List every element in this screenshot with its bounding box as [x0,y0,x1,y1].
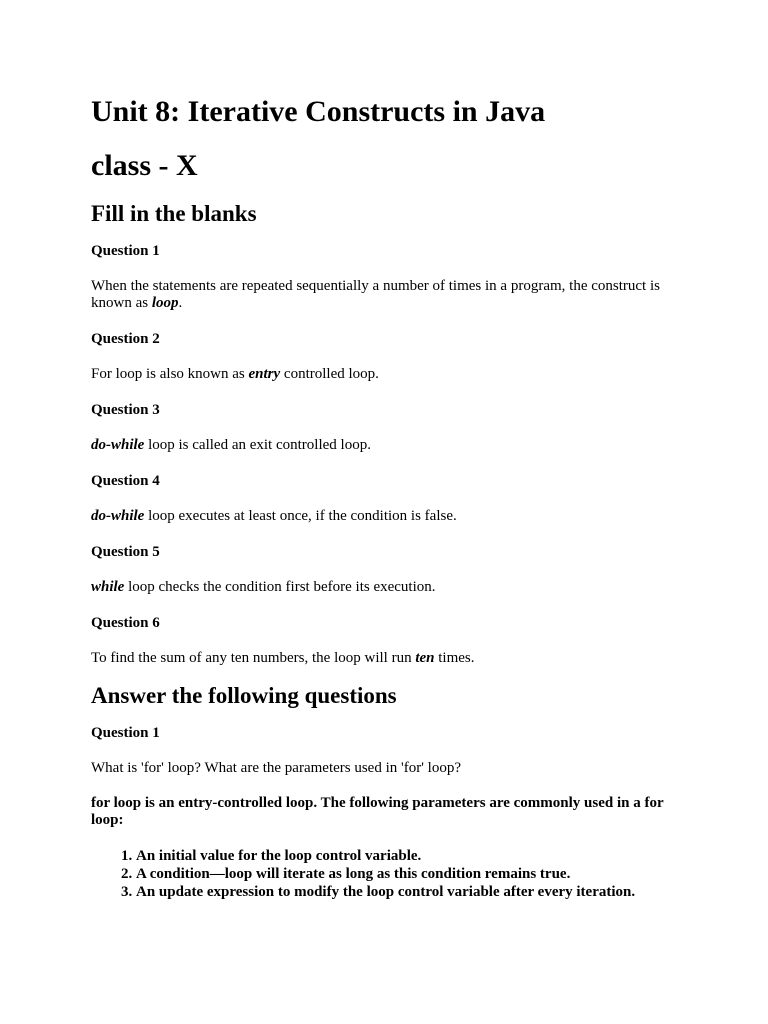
question-text-after: times. [434,650,475,666]
question-text-after: loop is called an exit controlled loop. [144,437,371,453]
question-text-before: For loop is also known as [91,366,249,382]
question-answer: do-while [91,437,145,453]
document-content [91,90,681,901]
question-text-before: When the statements are repeated sequentially a number of times in a program, the construct is known as [91,278,660,311]
question-text [91,579,681,596]
question-label: Question 2 [91,331,160,347]
question-label: Question 4 [91,473,160,489]
document-subtitle: class - X [91,149,198,182]
list-item: 3. An update expression to modify the loop control variable after every iteration. [136,883,681,901]
question-text [91,366,681,383]
question-text-after: controlled loop. [280,366,379,382]
question-text [91,278,681,312]
answer-list [91,847,681,901]
list-item: 2. A condition—loop will iterate as long as this condition remains true. [136,865,681,883]
question-text [91,650,681,667]
question-text [91,437,681,454]
question-label: Question 6 [91,615,160,631]
question-answer: while [91,579,125,595]
question-answer: ten [415,650,435,666]
document-title: Unit 8: Iterative Constructs in Java [91,95,546,128]
section-heading-fill-blanks: Fill in the blanks [91,201,257,226]
question-text: What is 'for' loop? What are the parameters used in 'for' loop? [91,760,461,776]
question-answer: loop [151,295,179,311]
answer-text: for loop is an entry-controlled loop. The following parameters are commonly used in a for loop: [91,795,664,828]
question-answer: do-while [91,508,145,524]
question-text-before: To find the sum of any ten numbers, the loop will run [91,650,416,666]
list-item: 1. An initial value for the loop control variable. [136,847,681,865]
section-heading-answer-questions: Answer the following questions [91,683,397,708]
question-text-after: loop checks the condition first before its execution. [124,579,436,595]
question-label: Question 3 [91,402,160,418]
question-label: Question 1 [91,243,160,259]
question-answer: entry [248,366,281,382]
question-label: Question 5 [91,544,160,560]
question-text-after: . [178,295,183,311]
question-label: Question 1 [91,725,160,741]
question-text [91,508,681,525]
question-text-after: loop executes at least once, if the condition is false. [144,508,457,524]
